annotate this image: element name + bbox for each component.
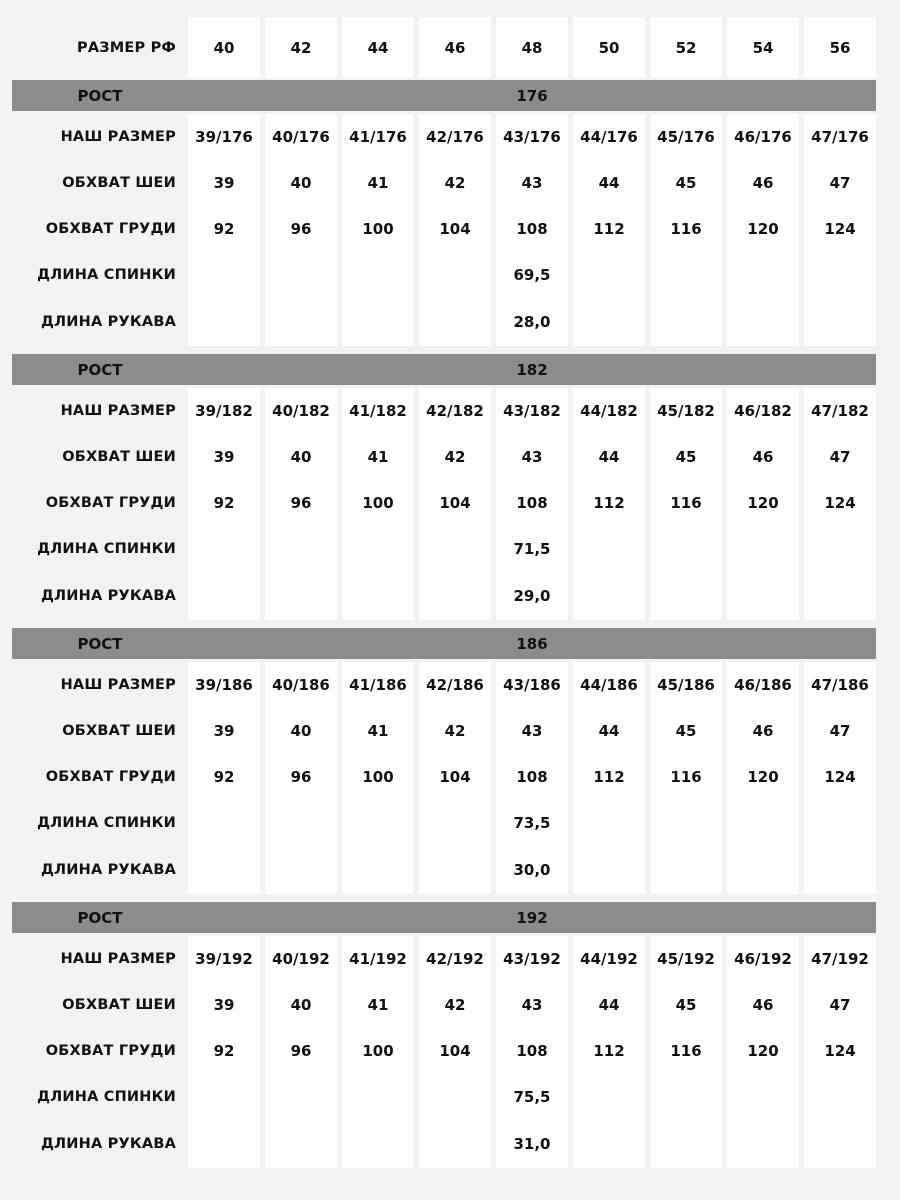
our-size-cell: 39/182 [188,388,260,434]
neck-girth-cell: 45 [650,982,722,1028]
our-size-cell: 42/192 [419,936,491,982]
our-size-cell: 41/176 [342,114,414,160]
neck-girth-cell: 39 [188,434,260,480]
chest-girth-cell: 124 [804,1028,876,1074]
neck-girth-cell: 41 [342,434,414,480]
our-size-cell: 46/186 [727,662,799,708]
neck-girth-cell: 47 [804,160,876,206]
neck-girth-cell: 46 [727,160,799,206]
neck-girth-label: ОБХВАТ ШЕИ [62,723,176,739]
sleeve-length-value: 31,0 [513,1135,551,1153]
chest-girth-cell: 108 [496,480,568,526]
chest-girth-cell: 92 [188,480,260,526]
chest-girth-cell: 100 [342,206,414,252]
neck-girth-cell: 41 [342,160,414,206]
our-size-cell: 46/182 [727,388,799,434]
chest-girth-cell: 124 [804,754,876,800]
chest-girth-label: ОБХВАТ ГРУДИ [45,769,176,785]
ru-size-cell: 48 [496,17,568,78]
sleeve-length-label: ДЛИНА РУКАВА [40,314,176,330]
chest-girth-cell: 112 [573,754,645,800]
neck-girth-cell: 47 [804,434,876,480]
neck-girth-cell: 46 [727,708,799,754]
chest-girth-cell: 100 [342,480,414,526]
chest-girth-cell: 100 [342,754,414,800]
ru-size-cell: 46 [419,17,491,78]
neck-girth-cell: 47 [804,982,876,1028]
neck-girth-cell: 43 [496,160,568,206]
our-size-label: НАШ РАЗМЕР [60,677,176,693]
neck-girth-cell: 40 [265,708,337,754]
chest-girth-cell: 120 [727,480,799,526]
our-size-cell: 44/192 [573,936,645,982]
our-size-cell: 42/182 [419,388,491,434]
height-bar [12,902,876,933]
neck-girth-cell: 43 [496,708,568,754]
height-value: 176 [516,86,548,105]
sleeve-length-value: 30,0 [513,861,551,879]
chest-girth-cell: 104 [419,480,491,526]
our-size-cell: 43/186 [496,662,568,708]
our-size-cell: 46/192 [727,936,799,982]
ru-size-cell: 42 [265,17,337,78]
our-size-cell: 39/176 [188,114,260,160]
back-length-label: ДЛИНА СПИНКИ [37,1089,176,1105]
chest-girth-cell: 112 [573,480,645,526]
chest-girth-cell: 120 [727,754,799,800]
height-label: РОСТ [77,908,123,927]
neck-girth-cell: 41 [342,708,414,754]
neck-girth-cell: 45 [650,708,722,754]
neck-girth-cell: 40 [265,982,337,1028]
neck-girth-cell: 42 [419,160,491,206]
chest-girth-cell: 104 [419,206,491,252]
our-size-label: НАШ РАЗМЕР [60,403,176,419]
our-size-cell: 47/186 [804,662,876,708]
neck-girth-cell: 44 [573,160,645,206]
sleeve-length-value: 29,0 [513,587,551,605]
our-size-cell: 47/182 [804,388,876,434]
neck-girth-cell: 39 [188,982,260,1028]
ru-size-cell: 40 [188,17,260,78]
ru-size-cell: 44 [342,17,414,78]
header-label: РАЗМЕР РФ [77,39,176,56]
neck-girth-cell: 46 [727,434,799,480]
neck-girth-cell: 44 [573,434,645,480]
neck-girth-cell: 44 [573,708,645,754]
chest-girth-cell: 124 [804,480,876,526]
height-bar [12,80,876,111]
chest-girth-cell: 100 [342,1028,414,1074]
back-length-label: ДЛИНА СПИНКИ [37,267,176,283]
our-size-cell: 45/192 [650,936,722,982]
our-size-cell: 40/176 [265,114,337,160]
height-value: 182 [516,360,548,379]
neck-girth-cell: 40 [265,434,337,480]
our-size-cell: 39/186 [188,662,260,708]
neck-girth-label: ОБХВАТ ШЕИ [62,997,176,1013]
neck-girth-cell: 42 [419,708,491,754]
back-length-label: ДЛИНА СПИНКИ [37,541,176,557]
neck-girth-cell: 45 [650,434,722,480]
our-size-cell: 40/182 [265,388,337,434]
our-size-cell: 39/192 [188,936,260,982]
our-size-label: НАШ РАЗМЕР [60,951,176,967]
chest-girth-cell: 96 [265,206,337,252]
back-length-value: 73,5 [513,814,551,832]
chest-girth-label: ОБХВАТ ГРУДИ [45,221,176,237]
chest-girth-cell: 116 [650,206,722,252]
our-size-cell: 44/176 [573,114,645,160]
chest-girth-cell: 116 [650,754,722,800]
our-size-cell: 40/186 [265,662,337,708]
neck-girth-cell: 42 [419,434,491,480]
ru-size-cell: 54 [727,17,799,78]
chest-girth-label: ОБХВАТ ГРУДИ [45,1043,176,1059]
back-length-value: 69,5 [513,266,551,284]
our-size-cell: 41/186 [342,662,414,708]
sleeve-length-label: ДЛИНА РУКАВА [40,588,176,604]
ru-size-cell: 56 [804,17,876,78]
chest-girth-cell: 108 [496,754,568,800]
our-size-cell: 43/176 [496,114,568,160]
chest-girth-cell: 108 [496,1028,568,1074]
chest-girth-cell: 120 [727,1028,799,1074]
chest-girth-cell: 96 [265,754,337,800]
chest-girth-cell: 112 [573,1028,645,1074]
our-size-cell: 41/192 [342,936,414,982]
chest-girth-cell: 116 [650,480,722,526]
neck-girth-cell: 47 [804,708,876,754]
height-label: РОСТ [77,634,123,653]
neck-girth-label: ОБХВАТ ШЕИ [62,449,176,465]
chest-girth-cell: 92 [188,206,260,252]
height-label: РОСТ [77,360,123,379]
our-size-cell: 47/192 [804,936,876,982]
our-size-cell: 45/186 [650,662,722,708]
neck-girth-cell: 43 [496,982,568,1028]
chest-girth-cell: 92 [188,754,260,800]
our-size-label: НАШ РАЗМЕР [60,129,176,145]
chest-girth-cell: 120 [727,206,799,252]
chest-girth-label: ОБХВАТ ГРУДИ [45,495,176,511]
ru-size-cell: 52 [650,17,722,78]
neck-girth-cell: 42 [419,982,491,1028]
our-size-cell: 40/192 [265,936,337,982]
chest-girth-cell: 96 [265,1028,337,1074]
sleeve-length-value: 28,0 [513,313,551,331]
our-size-cell: 43/192 [496,936,568,982]
height-label: РОСТ [77,86,123,105]
our-size-cell: 42/186 [419,662,491,708]
neck-girth-cell: 44 [573,982,645,1028]
neck-girth-cell: 40 [265,160,337,206]
neck-girth-cell: 41 [342,982,414,1028]
height-value: 186 [516,634,548,653]
chest-girth-cell: 96 [265,480,337,526]
back-length-value: 75,5 [513,1088,551,1106]
chest-girth-cell: 124 [804,206,876,252]
height-value: 192 [516,908,548,927]
our-size-cell: 44/186 [573,662,645,708]
chest-girth-cell: 112 [573,206,645,252]
our-size-cell: 46/176 [727,114,799,160]
back-length-label: ДЛИНА СПИНКИ [37,815,176,831]
our-size-cell: 44/182 [573,388,645,434]
neck-girth-cell: 46 [727,982,799,1028]
back-length-value: 71,5 [513,540,551,558]
our-size-cell: 45/176 [650,114,722,160]
chest-girth-cell: 116 [650,1028,722,1074]
chest-girth-cell: 104 [419,1028,491,1074]
chest-girth-cell: 108 [496,206,568,252]
sleeve-length-label: ДЛИНА РУКАВА [40,862,176,878]
neck-girth-cell: 43 [496,434,568,480]
chest-girth-cell: 104 [419,754,491,800]
chest-girth-cell: 92 [188,1028,260,1074]
neck-girth-cell: 39 [188,708,260,754]
ru-size-cell: 50 [573,17,645,78]
height-bar [12,628,876,659]
neck-girth-label: ОБХВАТ ШЕИ [62,175,176,191]
our-size-cell: 47/176 [804,114,876,160]
our-size-cell: 43/182 [496,388,568,434]
our-size-cell: 42/176 [419,114,491,160]
neck-girth-cell: 39 [188,160,260,206]
height-bar [12,354,876,385]
sleeve-length-label: ДЛИНА РУКАВА [40,1136,176,1152]
our-size-cell: 41/182 [342,388,414,434]
our-size-cell: 45/182 [650,388,722,434]
neck-girth-cell: 45 [650,160,722,206]
